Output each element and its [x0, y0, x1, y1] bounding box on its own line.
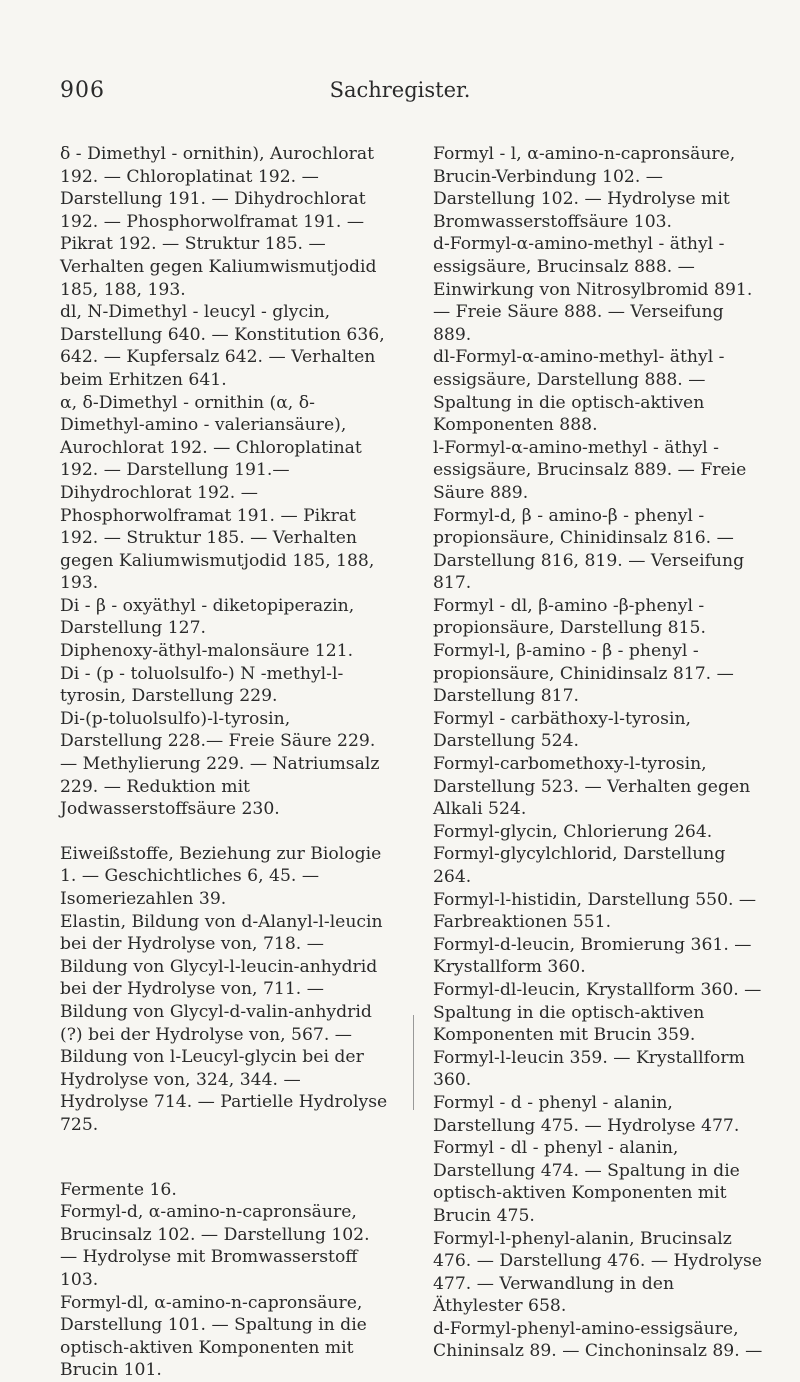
index-entry: Eiweißstoffe, Beziehung zur Biologie 1. — Geschichtliches 6, 45. — Isomeriezahlen 39. [60, 843, 382, 909]
index-entry: dl-Formyl-α-amino-methyl- äthyl - essigsäure, Darstellung 888. — Spaltung in die optisch-aktiven Komponenten 888. [433, 347, 725, 436]
page-number: 906 [60, 78, 105, 103]
column-divider [413, 1015, 414, 1110]
index-entry: Fermente 16. [60, 1179, 177, 1200]
index-entry: Di - (p - toluolsulfo-) N -methyl-l-tyrosin, Darstellung 229. [60, 663, 344, 707]
running-head: Sachregister. [329, 78, 471, 102]
index-entry: Formyl-d, β - amino-β - phenyl - propionsäure, Chinidinsalz 816. — Darstellung 816, 819. — Verseifung 817. [433, 505, 745, 594]
index-entry: Diphenoxy-äthyl-malonsäure 121. [60, 641, 354, 662]
index-entry: Formyl-dl-leucin, Krystallform 360. — Spaltung in die optisch-aktiven Komponenten mit Brucin 359. [433, 979, 762, 1046]
index-entry: Formyl-d-leucin, Bromierung 361. — Krystallform 360. [433, 934, 752, 978]
index-entry: Formyl - dl - phenyl - alanin, Darstellung 474. — Spaltung in die optisch-aktiven Komponenten mit Brucin 475. [433, 1138, 740, 1226]
index-entry: Formyl-dl, α-amino-n-capronsäure, Darstellung 101. — Spaltung in die optisch-aktiven Komponenten mit Brucin 101. [60, 1292, 367, 1381]
index-entry: dl, N-Dimethyl - leucyl - glycin, Darstellung 640. — Konstitution 636, 642. — Kupfersalz 642. — Verhalten beim Erhitzen 641. [60, 302, 385, 390]
index-entry: Formyl-glycin, Chlorierung 264. [433, 821, 713, 842]
index-entry: l-Formyl-α-amino-methyl - äthyl - essigsäure, Brucinsalz 889. — Freie Säure 889. [433, 437, 747, 503]
index-entry: Formyl - l, α-amino-n-capronsäure, Brucin-Verbindung 102. — Darstellung 102. — Hydrolyse mit Bromwasserstoffsäure 103. [433, 144, 736, 232]
index-entry: Formyl - carbäthoxy-l-tyrosin, Darstellung 524. [433, 708, 691, 752]
index-entry: Formyl-glycylchlorid, Darstellung 264. [433, 844, 726, 887]
index-entry: Di - β - oxyäthyl - diketopiperazin, Darstellung 127. [60, 595, 355, 639]
index-entry: d-Formyl-phenyl-amino-essigsäure, Chininsalz 89. — Cinchoninsalz 89. — [433, 1318, 763, 1362]
page-header [0, 78, 800, 108]
index-entry: Formyl-l-leucin 359. — Krystallform 360. [433, 1047, 745, 1091]
index-entry: d-Formyl-α-amino-methyl - äthyl - essigsäure, Brucinsalz 888. — Einwirkung von Nitrosylbromid 891. — Freie Säure 888. — Verseifung 889. [433, 234, 753, 345]
index-entry: Formyl - d - phenyl - alanin, Darstellung 475. — Hydrolyse 477. [433, 1092, 740, 1136]
index-column-left [60, 143, 392, 1382]
index-entry: Formyl-d, α-amino-n-capronsäure, Brucinsalz 102. — Darstellung 102. — Hydrolyse mit Bromwasserstoff 103. [60, 1202, 370, 1290]
index-entry: Di-(p-toluolsulfo)-l-tyrosin, Darstellung 228.— Freie Säure 229. — Methylierung 229. — Natriumsalz 229. — Reduktion mit Jodwasserstoffsäure 230. [60, 708, 380, 820]
index-entry: Formyl-l-histidin, Darstellung 550. — Farbreaktionen 551. [433, 889, 757, 933]
index-entry: Elastin, Bildung von d-Alanyl-l-leucin bei der Hydrolyse von, 718. — Bildung von Glycyl-l-leucin-anhydrid bei der Hydrolyse von, 711. — Bildung von Glycyl-d-valin-anhydrid (?) bei der Hydrolyse von, 567. — Bildung von l-Leucyl-glycin bei der Hydrolyse von, 324, 344. — Hydrolyse 714. — Partielle Hydrolyse 725. [60, 911, 388, 1135]
index-entry: Formyl-l-phenyl-alanin, Brucinsalz 476. — Darstellung 476. — Hydrolyse 477. — Verwandlung in den Äthylester 658. [433, 1228, 762, 1317]
index-entry: δ - Dimethyl - ornithin), Aurochlorat 192. — Chloroplatinat 192. — Darstellung 191. — Dihydrochlorat 192. — Phosphorwolframat 191. — Pikrat 192. — Struktur 185. — Verhalten gegen Kaliumwismutjodid 185, 188, 193. [60, 144, 377, 300]
index-entry: α, δ-Dimethyl - ornithin (α, δ-Dimethyl-amino - valeriansäure), Aurochlorat 192. — Chloroplatinat 192. — Darstellung 191.— Dihydrochlorat 192. — Phosphorwolframat 191. — Pikrat 192. — Struktur 185. — Verhalten gegen Kaliumwismutjodid 185, 188, 193. [60, 392, 375, 594]
index-entry: Formyl-l, β-amino - β - phenyl - propionsäure, Chinidinsalz 817. — Darstellung 817. [433, 641, 734, 707]
index-entry: Formyl-carbomethoxy-l-tyrosin, Darstellung 523. — Verhalten gegen Alkali 524. [433, 754, 751, 820]
index-column-right [433, 143, 765, 1363]
index-entry: Formyl - dl, β-amino -β-phenyl - propionsäure, Darstellung 815. [433, 595, 706, 639]
